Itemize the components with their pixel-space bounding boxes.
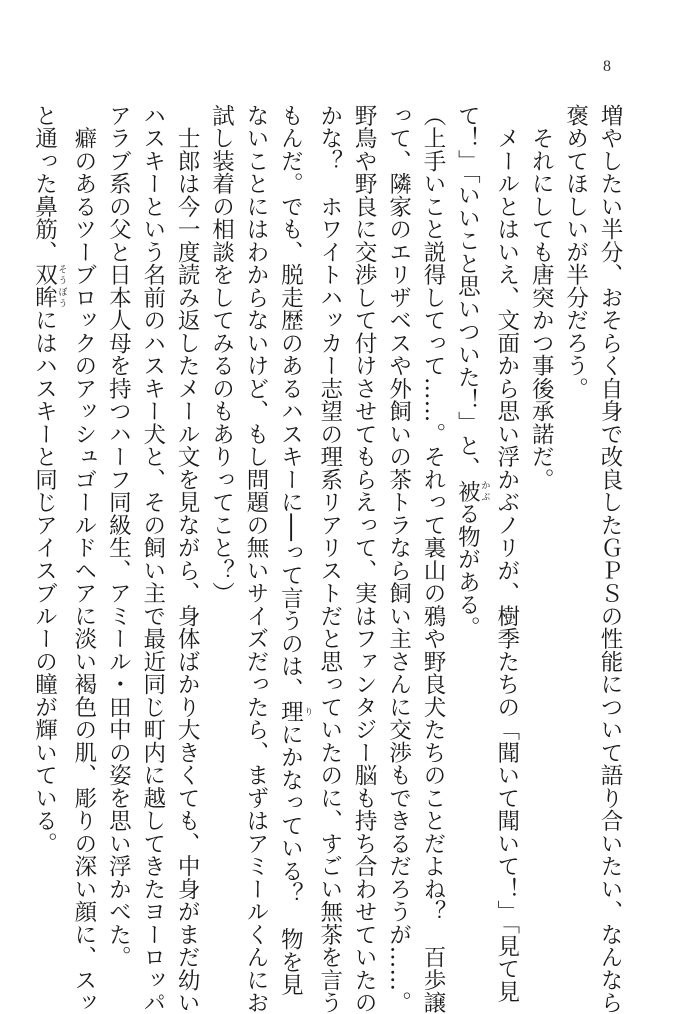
- ruby-kaburu: 被 かぶ: [454, 479, 490, 503]
- novel-body-text: [27, 104, 627, 1014]
- text-line: 褒めてほしいが半分だろう。: [562, 104, 589, 400]
- text-line: ハスキーという名前のハスキー犬と、その飼い主で最近同じ町内に越してきたヨーロッパ: [139, 104, 166, 1014]
- text-line: メールとはいえ、文面から思い浮かぶノリが、樹季たちの「聞いて聞いて！」「見て見: [493, 104, 520, 1003]
- text-line: 試し装着の相談をしてみるのもありってこと？）: [208, 104, 235, 605]
- text-line: （上手いこと説得してって……。それって裏山の鴉や野良犬たちのことだよね？ 百歩譲: [419, 104, 446, 1014]
- text-line: ないことにはわからないけど、もし問題の無いサイズだったら、まずはアミールくんにお: [242, 104, 269, 1014]
- ruby-soubou: 双眸 そうぼう: [31, 263, 67, 309]
- text-line: と通った鼻筋、双眸 そうぼうにはハスキーと同じアイスブルーの瞳が輝いている。: [31, 104, 67, 855]
- text-line: 癖のあるツーブロックのアッシュゴールドヘアに淡い褐色の肌、彫りの深い顔に、スッ: [70, 104, 97, 1014]
- text-line: かな？ ホワイトハッカー志望の理系リアリストだと思っていたのに、すごい無茶を言う: [316, 104, 343, 1014]
- text-line: て！」「いいこと思いついた！」と、被 かぶる物がある。: [454, 104, 490, 639]
- text-line: アラブ系の父と日本人母を持つハーフ同級生、アミール・田中の姿を思い浮かべた。: [105, 104, 132, 969]
- page-number: 8: [603, 58, 611, 75]
- text-line: それにしても唐突かつ事後承諾だ。: [528, 104, 555, 491]
- text-line: 野鳥や野良に交渉して付けさせてもらえって、実はファンタジー脳も持ち合わせていたの: [351, 104, 378, 1014]
- text-line: もんだ。でも、脱走歴のあるハスキーに──って言うのは、理 りにかなっている？ 物を見: [277, 104, 313, 997]
- ruby-ri: 理 り: [277, 700, 313, 724]
- text-line: って、隣家のエリザベスや外飼いの茶トラなら飼い主さんに交渉もできるだろうが……。: [385, 104, 412, 1014]
- text-line: 増やしたい半分、おそらく自身で改良したＧＰＳの性能について語り合いたい、なんなら: [597, 104, 623, 1014]
- text-line: 士郎は今一度読み返したメール文を見ながら、身体ばかり大きくても、中身がまだ幼い: [174, 104, 201, 1014]
